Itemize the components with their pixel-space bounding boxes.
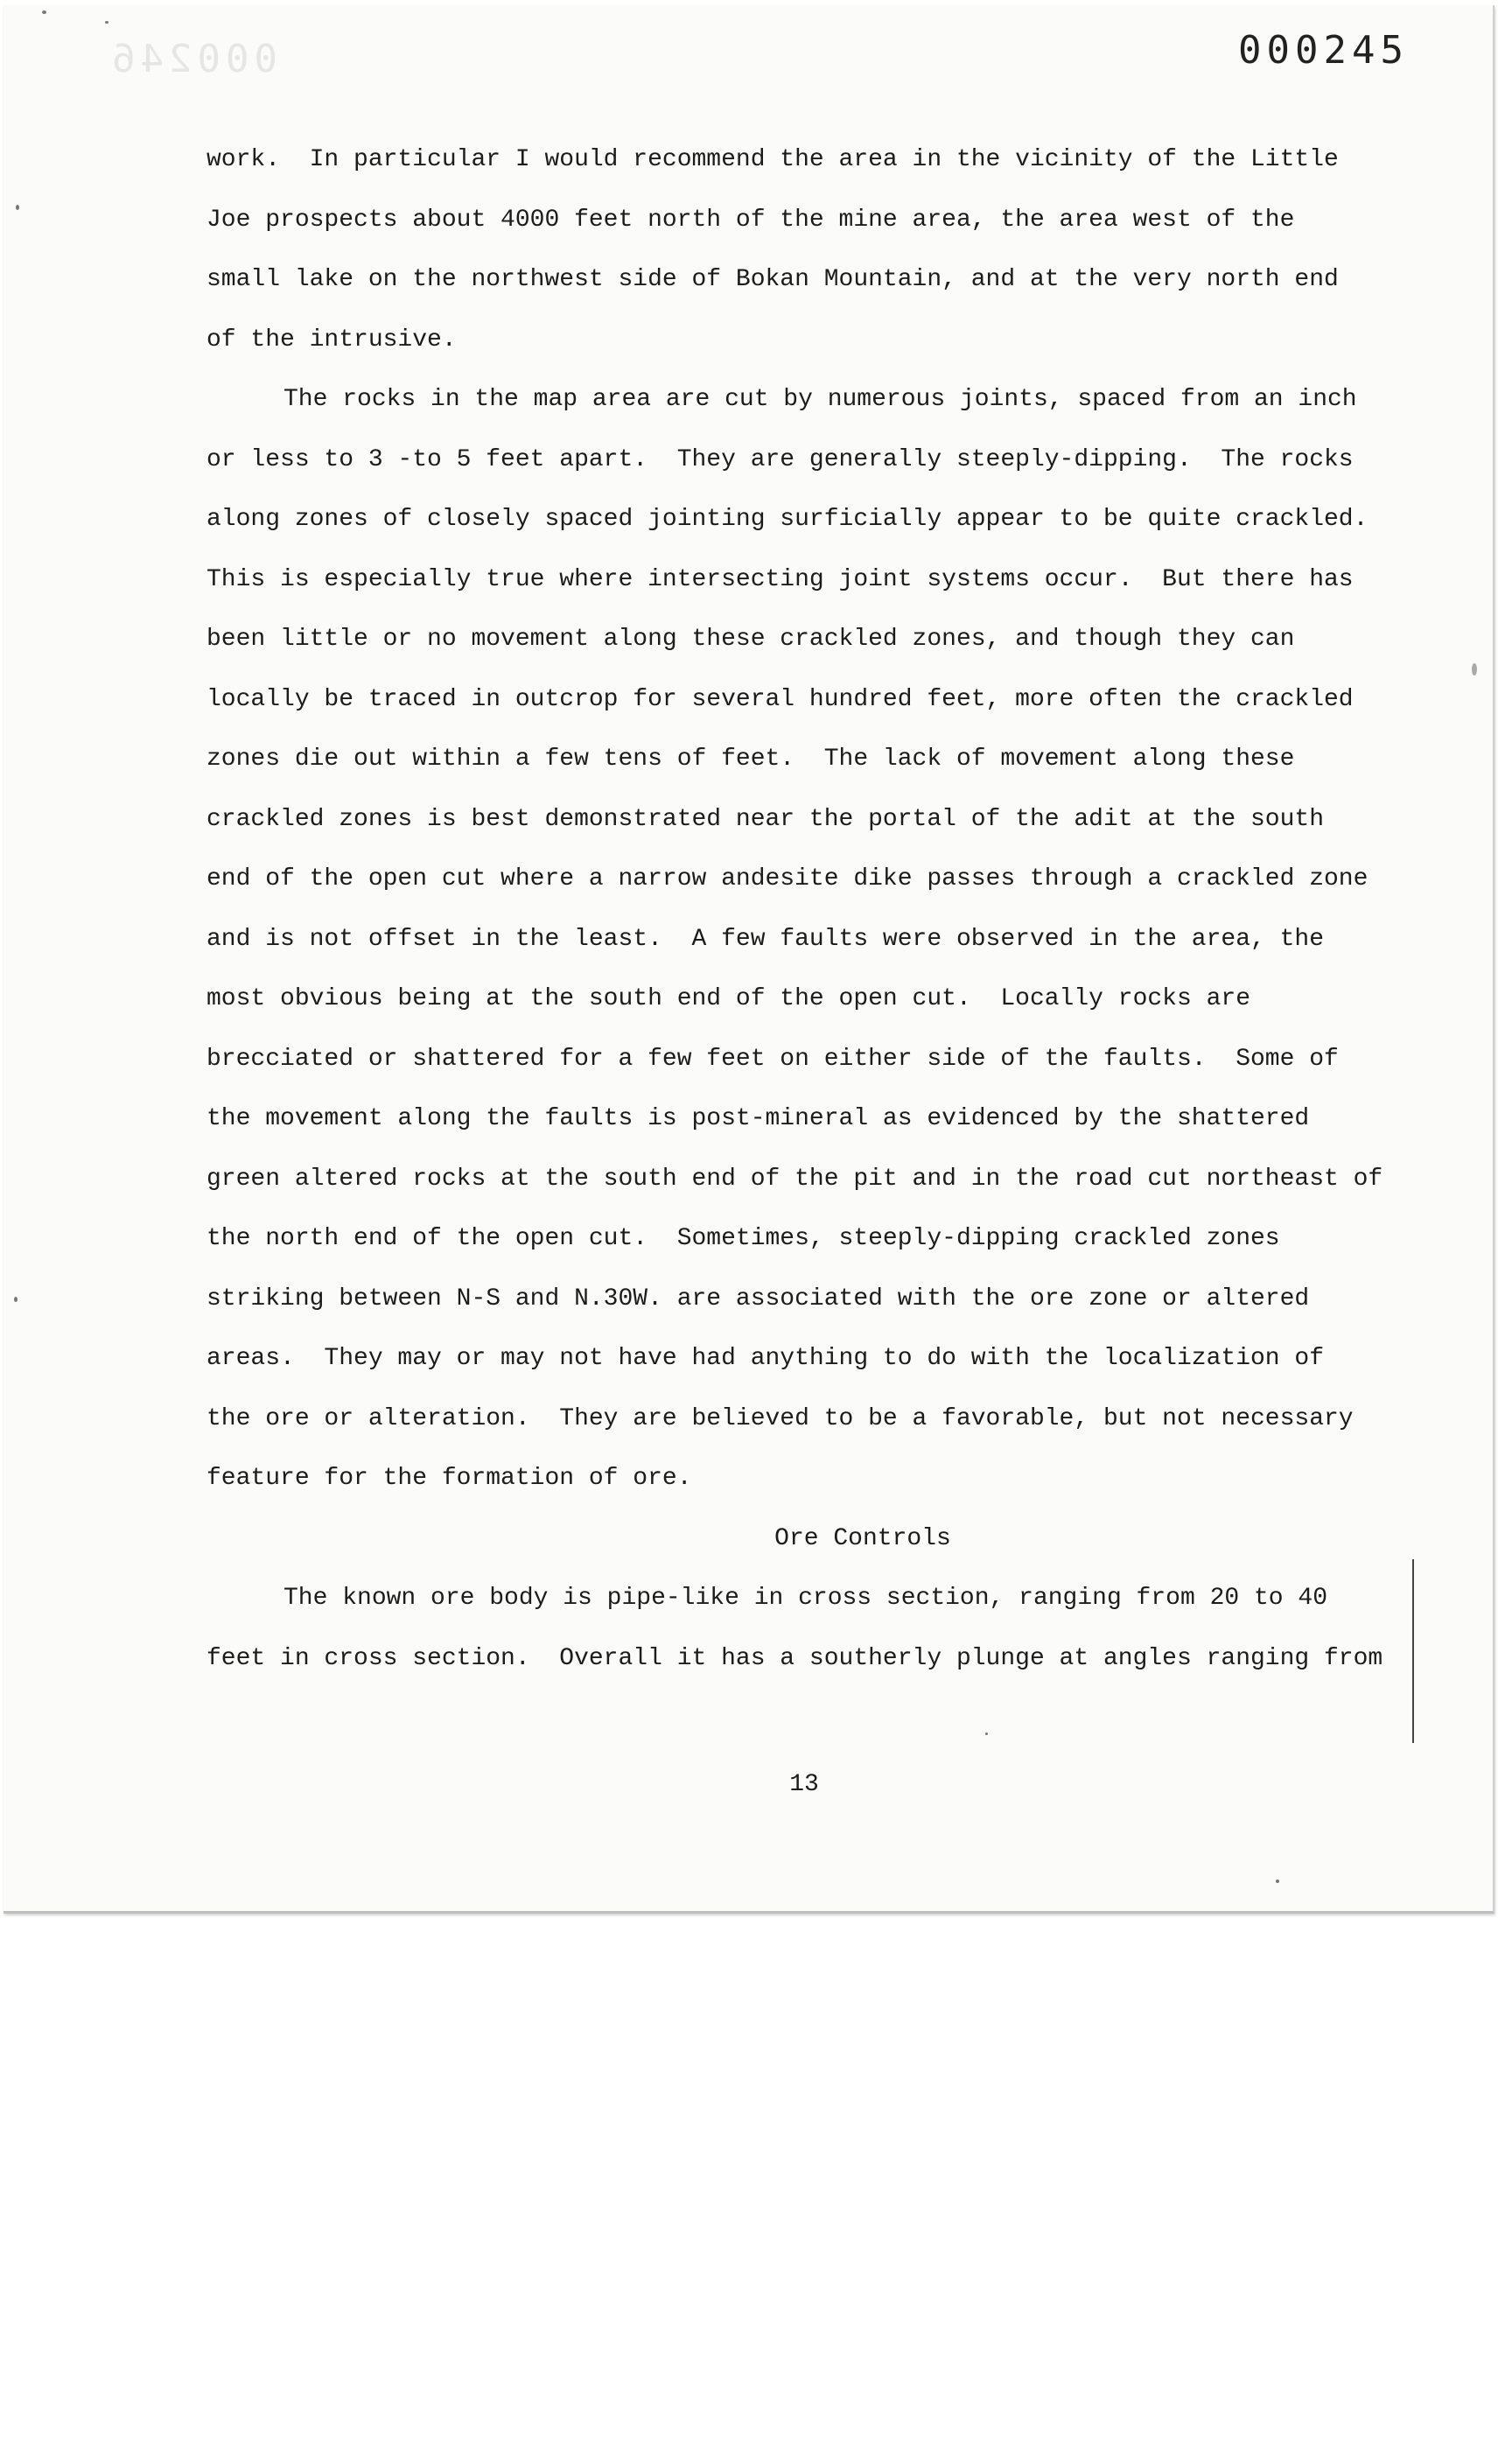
scan-speck: [42, 10, 46, 14]
text-line: crackled zones is best demonstrated near the portal of the adit at the south: [206, 805, 1325, 833]
text-line: small lake on the northwest side of Bokan Mountain, and at the very north end: [206, 266, 1339, 293]
text-line: the ore or alteration. They are believed to be a favorable, but not necessary: [206, 1404, 1354, 1432]
text-line: areas. They may or may not have had anything to do with the localization of: [206, 1345, 1325, 1372]
scan-speck: [16, 205, 19, 210]
margin-change-bar: [1412, 1559, 1414, 1743]
text-line: been little or no movement along these crackled zones, and though they can: [206, 626, 1295, 653]
text-line: or less to 3 -to 5 feet apart. They are generally steeply-dipping. The rocks: [206, 445, 1354, 473]
scan-speck: [105, 21, 108, 24]
text-line: brecciated or shattered for a few feet on either side of the faults. Some of: [206, 1045, 1339, 1073]
text-line: This is especially true where intersecting joint systems occur. But there has: [206, 565, 1354, 593]
text-line: and is not offset in the least. A few faults were observed in the area, the: [206, 925, 1325, 953]
scanned-page: [4, 5, 1494, 1914]
text-line: feet in cross section. Overall it has a southerly plunge at angles ranging from: [206, 1644, 1383, 1672]
text-line: zones die out within a few tens of feet. The lack of movement along these: [206, 746, 1295, 773]
text-line: of the intrusive.: [206, 326, 457, 354]
text-line: work. In particular I would recommend the area in the vicinity of the Little: [206, 146, 1339, 173]
scan-speck: [14, 1297, 18, 1302]
text-line: along zones of closely spaced jointing surficially appear to be quite crackled.: [206, 506, 1368, 533]
page-number: 13: [789, 1771, 819, 1798]
paragraph-2: [206, 370, 1414, 1509]
document-number: 000245: [1238, 28, 1409, 73]
text-line: feature for the formation of ore.: [206, 1465, 692, 1492]
paragraph-1: [206, 130, 1414, 370]
scan-speck: [1472, 663, 1477, 676]
text-line: The known ore body is pipe-like in cross section, ranging from 20 to 40: [284, 1585, 1327, 1612]
text-line: the north end of the open cut. Sometimes, steeply-dipping crackled zones: [206, 1225, 1280, 1252]
text-line: end of the open cut where a narrow andesite dike passes through a crackled zone: [206, 865, 1368, 892]
text-line: the movement along the faults is post-mineral as evidenced by the shattered: [206, 1105, 1310, 1132]
scan-speck: [1276, 1880, 1279, 1883]
text-line: green altered rocks at the south end of the pit and in the road cut northeast of: [206, 1165, 1383, 1193]
text-line: locally be traced in outcrop for several hundred feet, more often the crackled: [206, 685, 1354, 713]
text-line: The rocks in the map area are cut by numerous joints, spaced from an inch: [284, 386, 1357, 413]
text-line: Joe prospects about 4000 feet north of the mine area, the area west of the: [206, 206, 1295, 234]
scan-speck: [985, 1732, 988, 1735]
paragraph-3: [206, 1569, 1414, 1689]
body-text: [206, 130, 1414, 1689]
bleed-through-doc-number: 000246: [107, 37, 277, 81]
section-heading: Ore Controls: [774, 1524, 951, 1552]
text-line: most obvious being at the south end of the open cut. Locally rocks are: [206, 985, 1250, 1012]
text-line: striking between N-S and N.30W. are associated with the ore zone or altered: [206, 1284, 1310, 1312]
